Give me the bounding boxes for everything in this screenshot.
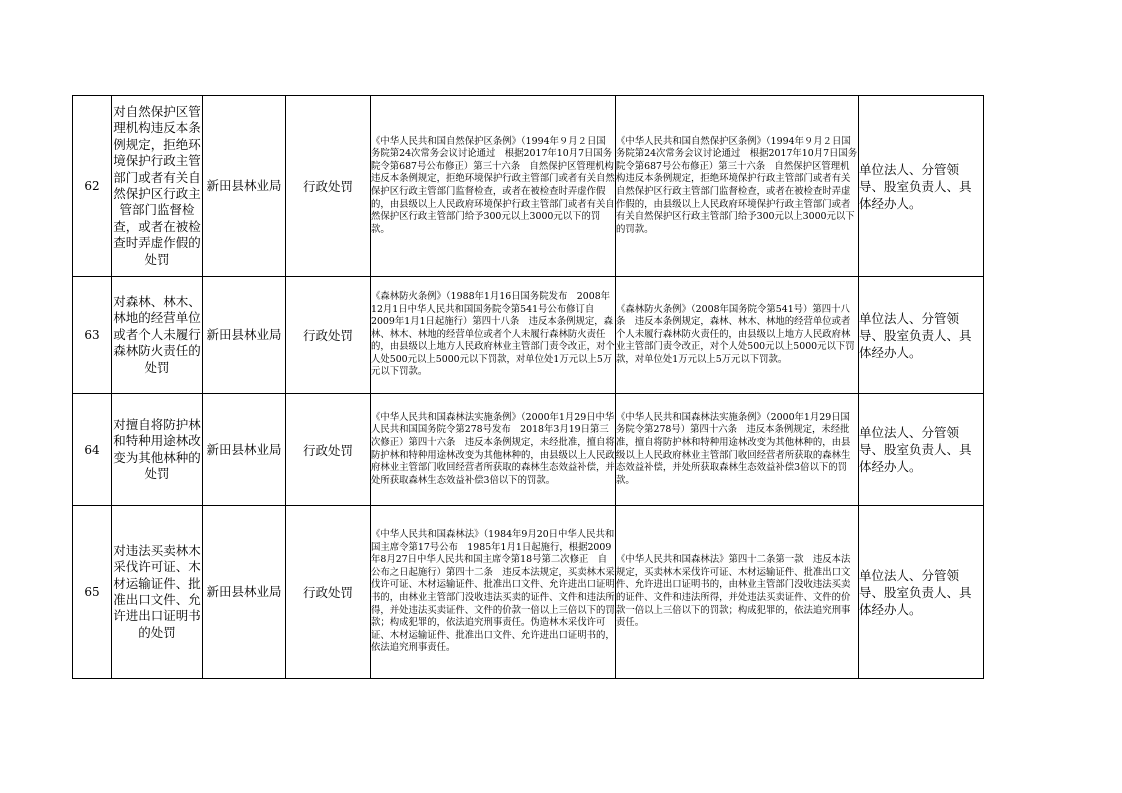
power-type: 行政处罚 [286, 96, 371, 277]
legal-basis: 《中华人民共和国森林法实施条例》（2000年1月29日中华人民共和国国务院令第278号发布 2018年3月19日第三次修正）第四十六条 违反本条例规定，未经批准，擅自将防护林和特种用途林改变为其他林种的，由县级以上人民政府林业主管部门收回经营者所获取的森林生态效益补偿，并处所获取森林生态效益补偿3倍以下的罚款。 [371, 394, 616, 506]
table-row [73, 96, 984, 277]
legal-basis-current: 《中华人民共和国森林法实施条例》（2000年1月29日国务院令第278号）第四十六条 违反本条例规定，未经批准，擅自将防护林和特种用途林改变为其他林种的，由县级以上人民政府林业主管部门收回经营者所获取的森林生态效益补偿，并处所获取森林生态效益补偿3倍以下的罚款。 [616, 394, 859, 506]
legal-basis-current: 《中华人民共和国自然保护区条例》（1994年９月２日国务院第24次常务会议讨论通过 根据2017年10月7日国务院令第687号公布修正）第三十六条 自然保护区管理机构违反本条例规定，拒绝环境保护行政主管部门或者有关自然保护区行政主管部门监督检查，或者在被检查时弄虚作假的，由县级以上人民政府环境保护行政主管部门或者有关自然保护区行政主管部门给予300元以上3000元以下的罚款。 [616, 96, 859, 277]
row-number: 64 [73, 394, 112, 506]
power-type: 行政处罚 [286, 394, 371, 506]
item-name: 对违法买卖林木采伐许可证、木材运输证件、批准出口文件、允许进出口证明书的处罚 [112, 506, 203, 679]
row-number: 63 [73, 277, 112, 394]
power-type: 行政处罚 [286, 506, 371, 679]
responsible-persons: 单位法人、分管领导、股室负责人、具体经办人。 [859, 277, 984, 394]
responsible-persons: 单位法人、分管领导、股室负责人、具体经办人。 [859, 96, 984, 277]
row-number: 65 [73, 506, 112, 679]
item-name: 对擅自将防护林和特种用途林改变为其他林种的处罚 [112, 394, 203, 506]
legal-basis: 《森林防火条例》（1988年1月16日国务院发布 2008年12月1日中华人民共和国国务院令第541号公布修订自2009年1月1日起施行）第四十八条 违反本条例规定，森林、林木、林地的经营单位或者个人未履行森林防火责任的，由县级以上地方人民政府林业主管部门责令改正，对个人处500元以上5000元以下罚款，对单位处1万元以上5万元以下罚款。 [371, 277, 616, 394]
department: 新田县林业局 [203, 506, 286, 679]
responsible-persons: 单位法人、分管领导、股室负责人、具体经办人。 [859, 394, 984, 506]
responsible-persons: 单位法人、分管领导、股室负责人、具体经办人。 [859, 506, 984, 679]
department: 新田县林业局 [203, 394, 286, 506]
table-row [73, 394, 984, 506]
department: 新田县林业局 [203, 96, 286, 277]
legal-basis-current: 《中华人民共和国森林法》第四十二条第一款 违反本法规定，买卖林木采伐许可证、木材运输证件、批准出口文件、允许进出口证明书的，由林业主管部门没收违法买卖的证件、文件和违法所得，并处违法买卖证件、文件的价款一倍以上三倍以下的罚款；构成犯罪的，依法追究刑事责任。 [616, 506, 859, 679]
item-name: 对自然保护区管理机构违反本条例规定，拒绝环境保护行政主管部门或者有关自然保护区行政主管部门监督检查，或者在被检查时弄虚作假的处罚 [112, 96, 203, 277]
legal-basis: 《中华人民共和国森林法》（1984年9月20日中华人民共和国主席令第17号公布 1985年1月1日起施行，根据2009年8月27日中华人民共和国主席令第18号第二次修正 自公布之日起施行）第四十二条 违反本法规定，买卖林木采伐许可证、木材运输证件、批准出口文件、允许进出口证明书的，由林业主管部门没收违法买卖的证件、文件和违法所得，并处违法买卖证件、文件的价款一倍以上三倍以下的罚款；构成犯罪的，依法追究刑事责任。伪造林木采伐许可证、木材运输证件、批准出口文件、允许进出口证明书的，依法追究刑事责任。 [371, 506, 616, 679]
legal-basis: 《中华人民共和国自然保护区条例》（1994年９月２日国务院第24次常务会议讨论通过 根据2017年10月7日国务院令第687号公布修正）第三十六条 自然保护区管理机构违反本条例规定，拒绝环境保护行政主管部门或者有关自然保护区行政主管部门监督检查，或者在被检查时弄虚作假的，由县级以上人民政府环境保护行政主管部门或者有关自然保护区行政主管部门给予300元以上3000元以下的罚款。 [371, 96, 616, 277]
power-type: 行政处罚 [286, 277, 371, 394]
power-list-table [72, 95, 984, 679]
item-name: 对森林、林木、林地的经营单位或者个人未履行森林防火责任的处罚 [112, 277, 203, 394]
row-number: 62 [73, 96, 112, 277]
table-row [73, 506, 984, 679]
department: 新田县林业局 [203, 277, 286, 394]
table-row [73, 277, 984, 394]
legal-basis-current: 《森林防火条例》（2008年国务院令第541号）第四十八条 违反本条例规定，森林、林木、林地的经营单位或者个人未履行森林防火责任的，由县级以上地方人民政府林业主管部门责令改正，对个人处500元以上5000元以下罚款，对单位处1万元以上5万元以下罚款。 [616, 277, 859, 394]
